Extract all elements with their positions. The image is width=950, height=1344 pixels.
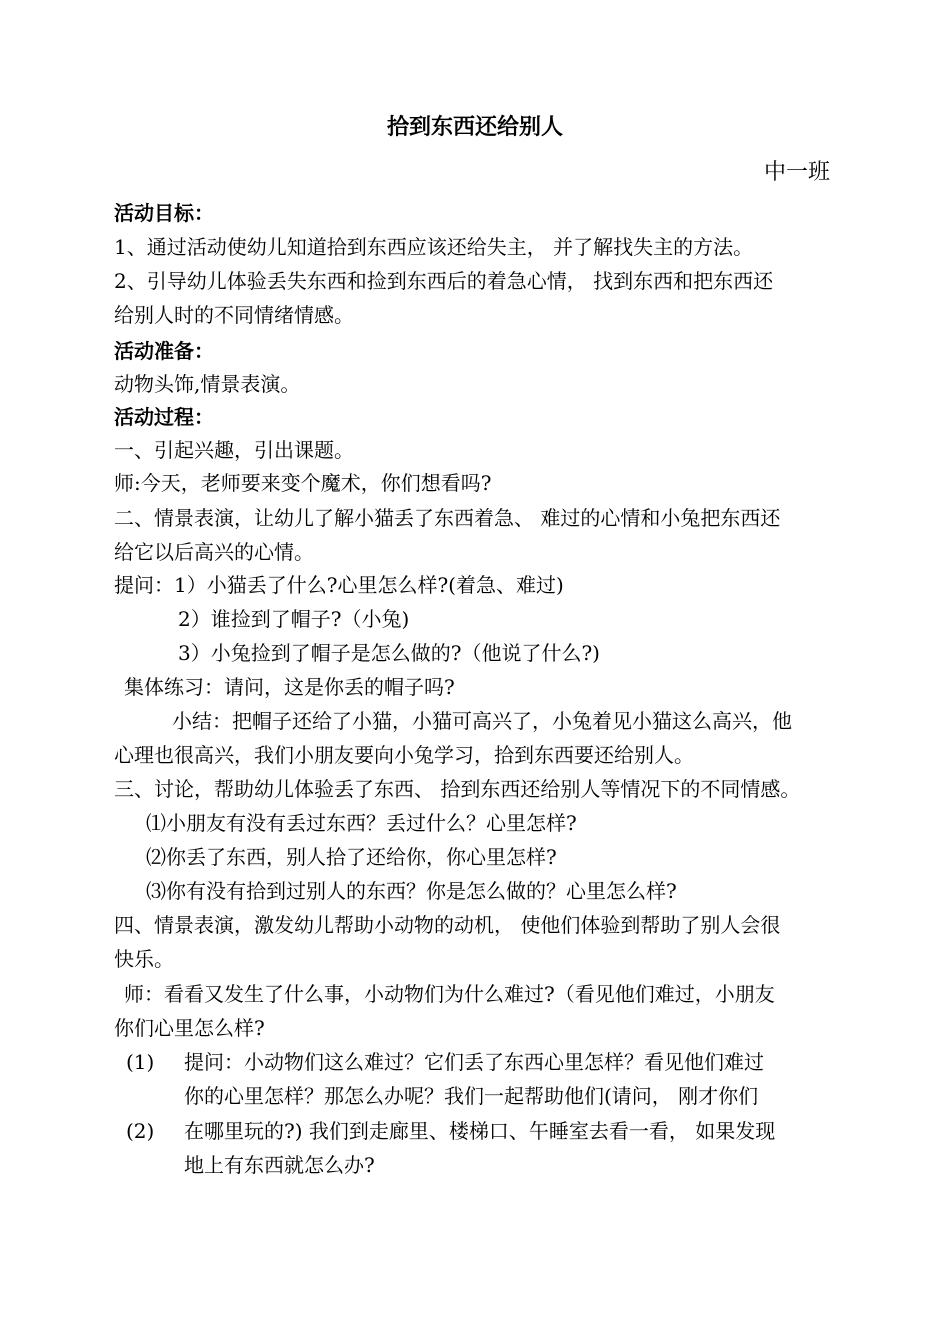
- goals-heading: 活动目标：: [114, 201, 214, 225]
- process-heading: 活动过程：: [114, 405, 214, 429]
- question-1: 提问：1）小猫丢了什么?心里怎么样?(着急、难过): [114, 573, 564, 597]
- item-number-1: (1): [126, 1050, 155, 1074]
- goal-2-line-1: 2、引导幼儿体验丢失东西和捡到东西后的着急心情， 找到东西和把东西还: [114, 269, 774, 293]
- step-4-line-2: 快乐。: [114, 947, 174, 971]
- discussion-3: ⑶你有没有拾到过别人的东西？你是怎么做的？心里怎么样?: [146, 879, 677, 903]
- item-1-line-1: 提问：小动物们这么难过？它们丢了东西心里怎样？看见他们难过: [184, 1050, 764, 1074]
- goal-1: 1、通过活动使幼儿知道拾到东西应该还给失主， 并了解找失主的方法。: [114, 235, 754, 259]
- teacher-line-2a: 师：看看又发生了什么事，小动物们为什么难过?（看见他们难过，小朋友: [124, 982, 775, 1006]
- goal-2-line-2: 给别人时的不同情绪情感。: [114, 303, 354, 327]
- prep-text: 动物头饰,情景表演。: [114, 372, 301, 396]
- item-2-line-2: 地上有东西就怎么办?: [184, 1153, 375, 1177]
- item-1-line-2: 你的心里怎样？那怎么办呢？我们一起帮助他们(请问， 刚才你们: [184, 1084, 759, 1108]
- question-3: 3）小兔捡到了帽子是怎么做的?（他说了什么?): [178, 641, 600, 665]
- step-4-line-1: 四、情景表演，激发幼儿帮助小动物的动机， 使他们体验到帮助了别人会很: [114, 913, 781, 937]
- item-number-2: (2): [126, 1119, 155, 1143]
- teacher-line-1: 师:今天，老师要来变个魔术，你们想看吗?: [114, 471, 492, 495]
- step-2-line-2: 给它以后高兴的心情。: [114, 540, 314, 564]
- discussion-2: ⑵你丢了东西，别人拾了还给你，你心里怎样?: [146, 845, 557, 869]
- discussion-1: ⑴小朋友有没有丢过东西？丢过什么？心里怎样?: [146, 811, 577, 835]
- summary-line-2: 心理也很高兴，我们小朋友要向小兔学习，拾到东西要还给别人。: [114, 743, 694, 767]
- item-2-line-1: 在哪里玩的?) 我们到走廊里、楼梯口、午睡室去看一看， 如果发现: [184, 1119, 776, 1143]
- summary-line-1: 小结：把帽子还给了小猫，小猫可高兴了，小兔着见小猫这么高兴，他: [172, 709, 792, 733]
- step-1: 一、引起兴趣，引出课题。: [114, 438, 354, 462]
- prep-heading: 活动准备：: [114, 339, 214, 363]
- class-name: 中一班: [764, 160, 831, 185]
- step-2-line-1: 二、情景表演，让幼儿了解小猫丢了东西着急、 难过的心情和小兔把东西还: [114, 506, 781, 530]
- teacher-line-2b: 你们心里怎么样?: [114, 1016, 265, 1040]
- question-2: 2）谁捡到了帽子?（小兔): [178, 607, 410, 631]
- document-title: 拾到东西还给别人: [386, 114, 563, 140]
- group-practice: 集体练习：请问，这是你丢的帽子吗?: [124, 675, 455, 699]
- step-3: 三、讨论，帮助幼儿体验丢了东西、 拾到东西还给别人等情况下的不同情感。: [114, 777, 801, 801]
